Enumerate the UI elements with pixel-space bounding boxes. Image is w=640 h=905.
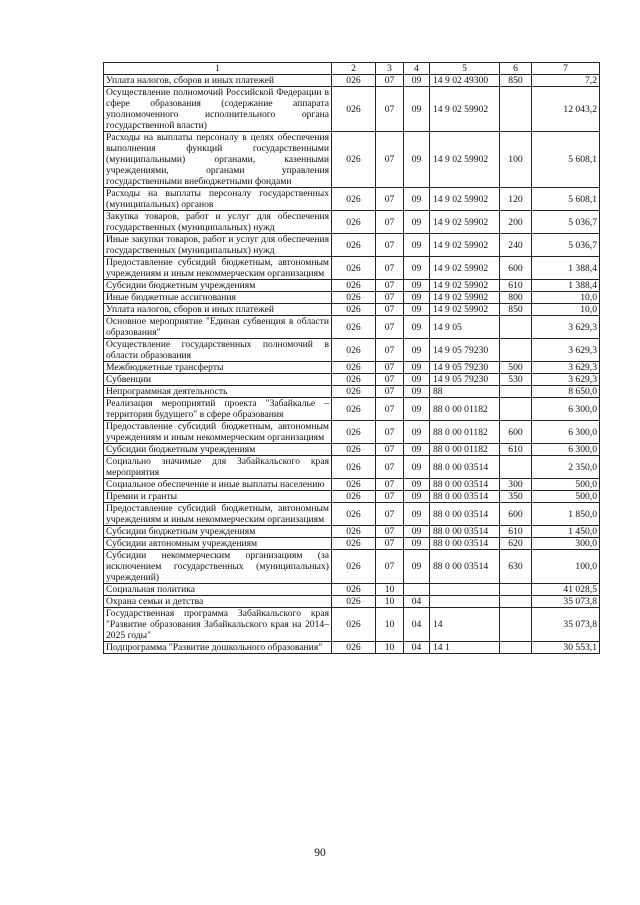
table-row [104,188,600,211]
expense-name-cell: Социально значимые для Забайкальского края мероприятия [104,456,332,479]
subsection-code-cell: 09 [404,87,430,132]
budget-table [103,62,600,654]
department-code-cell: 026 [332,421,376,444]
expense-name-cell: Закупка товаров, работ и услуг для обеспечения государственных (муниципальных) нужд [104,211,332,234]
amount-cell: 500,0 [532,479,600,491]
table-row [104,316,600,339]
subsection-code-cell: 09 [404,398,430,421]
target-article-cell [430,584,500,596]
department-code-cell: 026 [332,234,376,257]
amount-cell: 3 629,3 [532,374,600,386]
amount-cell: 5 608,1 [532,188,600,211]
target-article-cell [430,596,500,608]
department-code-cell: 026 [332,456,376,479]
table-row [104,398,600,421]
target-article-cell: 14 9 02 59902 [430,292,500,304]
section-code-cell: 10 [376,642,404,654]
target-article-cell: 88 0 00 03514 [430,538,500,550]
target-article-cell: 14 9 05 [430,316,500,339]
subsection-code-cell: 09 [404,280,430,292]
column-header: 7 [532,63,600,75]
subsection-code-cell: 04 [404,642,430,654]
expense-type-cell [500,608,532,642]
target-article-cell: 88 [430,386,500,398]
department-code-cell: 026 [332,339,376,362]
subsection-code-cell: 09 [404,456,430,479]
section-code-cell: 07 [376,503,404,526]
department-code-cell: 026 [332,503,376,526]
subsection-code-cell: 09 [404,211,430,234]
target-article-cell: 14 9 02 59902 [430,87,500,132]
expense-name-cell: Непрограммная деятельность [104,386,332,398]
amount-cell: 500,0 [532,491,600,503]
section-code-cell: 07 [376,526,404,538]
expense-type-cell: 600 [500,257,532,280]
table-row [104,538,600,550]
amount-cell: 6 300,0 [532,421,600,444]
subsection-code-cell: 09 [404,374,430,386]
target-article-cell: 88 0 00 03514 [430,479,500,491]
section-code-cell: 07 [376,398,404,421]
amount-cell: 12 043,2 [532,87,600,132]
expense-name-cell: Социальная политика [104,584,332,596]
expense-type-cell [500,339,532,362]
expense-type-cell: 500 [500,362,532,374]
expense-type-cell: 120 [500,188,532,211]
department-code-cell: 026 [332,188,376,211]
section-code-cell: 07 [376,374,404,386]
target-article-cell: 14 9 02 59902 [430,234,500,257]
subsection-code-cell: 09 [404,75,430,87]
expense-type-cell [500,386,532,398]
section-code-cell: 07 [376,188,404,211]
expense-name-cell: Субсидии автономным учреждениям [104,538,332,550]
amount-cell: 35 073,8 [532,596,600,608]
subsection-code-cell: 09 [404,234,430,257]
subsection-code-cell: 09 [404,188,430,211]
expense-name-cell: Расходы на выплаты персоналу государственных (муниципальных) органов [104,188,332,211]
expense-type-cell: 600 [500,503,532,526]
target-article-cell: 14 9 05 79230 [430,362,500,374]
expense-type-cell [500,87,532,132]
expense-name-cell: Субсидии бюджетным учреждениям [104,526,332,538]
expense-name-cell: Социальное обеспечение и иные выплаты населению [104,479,332,491]
expense-type-cell: 850 [500,75,532,87]
expense-name-cell: Субсидии бюджетным учреждениям [104,280,332,292]
table-row [104,280,600,292]
amount-cell: 100,0 [532,550,600,584]
page-number: 90 [314,847,326,859]
department-code-cell: 026 [332,596,376,608]
expense-type-cell: 610 [500,526,532,538]
amount-cell: 300,0 [532,538,600,550]
column-header: 4 [404,63,430,75]
amount-cell: 41 028,5 [532,584,600,596]
expense-type-cell [500,398,532,421]
table-row [104,584,600,596]
target-article-cell: 14 1 [430,642,500,654]
section-code-cell: 07 [376,444,404,456]
table-row [104,491,600,503]
table-row [104,234,600,257]
expense-type-cell: 100 [500,132,532,188]
expense-name-cell: Иные закупки товаров, работ и услуг для обеспечения государственных (муниципальных) нужд [104,234,332,257]
column-header: 2 [332,63,376,75]
expense-type-cell [500,316,532,339]
target-article-cell: 88 0 00 01182 [430,444,500,456]
target-article-cell: 88 0 00 03514 [430,456,500,479]
table-row [104,421,600,444]
target-article-cell: 14 9 02 59902 [430,304,500,316]
section-code-cell: 07 [376,339,404,362]
target-article-cell: 14 9 02 59902 [430,188,500,211]
subsection-code-cell: 09 [404,538,430,550]
subsection-code-cell: 09 [404,479,430,491]
expense-name-cell: Предоставление субсидий бюджетным, автономным учреждениям и иным некоммерческим организациям [104,257,332,280]
expense-type-cell: 850 [500,304,532,316]
table-row [104,642,600,654]
expense-type-cell: 620 [500,538,532,550]
section-code-cell: 07 [376,87,404,132]
section-code-cell: 07 [376,304,404,316]
amount-cell: 35 073,8 [532,608,600,642]
expense-name-cell: Уплата налогов, сборов и иных платежей [104,304,332,316]
department-code-cell: 026 [332,292,376,304]
section-code-cell: 10 [376,608,404,642]
section-code-cell: 07 [376,292,404,304]
expense-type-cell: 350 [500,491,532,503]
target-article-cell: 14 9 05 79230 [430,374,500,386]
department-code-cell: 026 [332,386,376,398]
subsection-code-cell [404,584,430,596]
expense-name-cell: Субсидии бюджетным учреждениям [104,444,332,456]
table-row [104,608,600,642]
expense-name-cell: Премии и гранты [104,491,332,503]
table-row [104,362,600,374]
department-code-cell: 026 [332,479,376,491]
budget-table-container [103,62,599,654]
section-code-cell: 10 [376,596,404,608]
amount-cell: 10,0 [532,304,600,316]
section-code-cell: 07 [376,234,404,257]
subsection-code-cell: 04 [404,608,430,642]
table-row [104,257,600,280]
expense-name-cell: Иные бюджетные ассигнования [104,292,332,304]
subsection-code-cell: 09 [404,316,430,339]
amount-cell: 5 608,1 [532,132,600,188]
department-code-cell: 026 [332,257,376,280]
subsection-code-cell: 09 [404,386,430,398]
expense-name-cell: Реализация мероприятий проекта "Забайкалье – территория будущего" в сфере образования [104,398,332,421]
section-code-cell: 07 [376,280,404,292]
target-article-cell: 88 0 00 01182 [430,398,500,421]
department-code-cell: 026 [332,316,376,339]
subsection-code-cell: 09 [404,339,430,362]
amount-cell: 7,2 [532,75,600,87]
header-row [104,63,600,75]
target-article-cell: 14 9 02 59902 [430,280,500,292]
section-code-cell: 07 [376,75,404,87]
amount-cell: 5 036,7 [532,211,600,234]
department-code-cell: 026 [332,374,376,386]
subsection-code-cell: 09 [404,257,430,280]
department-code-cell: 026 [332,491,376,503]
amount-cell: 10,0 [532,292,600,304]
subsection-code-cell: 09 [404,304,430,316]
department-code-cell: 026 [332,304,376,316]
expense-name-cell: Межбюджетные трансферты [104,362,332,374]
department-code-cell: 026 [332,211,376,234]
department-code-cell: 026 [332,132,376,188]
expense-type-cell: 530 [500,374,532,386]
table-row [104,87,600,132]
expense-type-cell: 610 [500,280,532,292]
section-code-cell: 07 [376,456,404,479]
column-header: 6 [500,63,532,75]
expense-name-cell: Субвенции [104,374,332,386]
department-code-cell: 026 [332,87,376,132]
section-code-cell: 07 [376,479,404,491]
expense-name-cell: Предоставление субсидий бюджетным, автономным учреждениям и иным некоммерческим организациям [104,421,332,444]
target-article-cell: 14 9 05 79230 [430,339,500,362]
department-code-cell: 026 [332,642,376,654]
table-row [104,374,600,386]
target-article-cell: 14 9 02 49300 [430,75,500,87]
table-row [104,503,600,526]
expense-type-cell: 200 [500,211,532,234]
subsection-code-cell: 09 [404,491,430,503]
column-header: 1 [104,63,332,75]
table-row [104,444,600,456]
expense-name-cell: Подпрограмма "Развитие дошкольного образования" [104,642,332,654]
department-code-cell: 026 [332,75,376,87]
section-code-cell: 07 [376,316,404,339]
department-code-cell: 026 [332,398,376,421]
section-code-cell: 07 [376,257,404,280]
target-article-cell: 88 0 00 01182 [430,421,500,444]
expense-name-cell: Основное мероприятие "Единая субвенция в области образования" [104,316,332,339]
subsection-code-cell: 09 [404,132,430,188]
expense-name-cell: Уплата налогов, сборов и иных платежей [104,75,332,87]
table-row [104,479,600,491]
expense-type-cell [500,642,532,654]
target-article-cell: 14 [430,608,500,642]
column-header: 5 [430,63,500,75]
section-code-cell: 07 [376,211,404,234]
department-code-cell: 026 [332,584,376,596]
table-row [104,596,600,608]
amount-cell: 30 553,1 [532,642,600,654]
table-row [104,304,600,316]
table-row [104,132,600,188]
expense-type-cell: 610 [500,444,532,456]
section-code-cell: 07 [376,538,404,550]
section-code-cell: 07 [376,550,404,584]
department-code-cell: 026 [332,550,376,584]
subsection-code-cell: 04 [404,596,430,608]
amount-cell: 1 850,0 [532,503,600,526]
table-row [104,526,600,538]
expense-name-cell: Государственная программа Забайкальского края "Развитие образования Забайкальского края на 2014–2025 годы" [104,608,332,642]
expense-type-cell [500,596,532,608]
expense-type-cell: 600 [500,421,532,444]
expense-name-cell: Расходы на выплаты персоналу в целях обеспечения выполнения функций государственными (муниципальными) органами, казенными учреждениями, органами управления государственными внебюджетными фондами [104,132,332,188]
target-article-cell: 14 9 02 59902 [430,211,500,234]
target-article-cell: 14 9 02 59902 [430,257,500,280]
expense-type-cell: 240 [500,234,532,257]
department-code-cell: 026 [332,444,376,456]
subsection-code-cell: 09 [404,503,430,526]
amount-cell: 1 388,4 [532,280,600,292]
expense-name-cell: Субсидии некоммерческим организациям (за исключением государственных (муниципальных) учреждений) [104,550,332,584]
table-row [104,75,600,87]
amount-cell: 6 300,0 [532,444,600,456]
subsection-code-cell: 09 [404,421,430,444]
expense-name-cell: Осуществление государственных полномочий в области образования [104,339,332,362]
expense-type-cell: 800 [500,292,532,304]
table-row [104,550,600,584]
amount-cell: 8 650,0 [532,386,600,398]
amount-cell: 2 350,0 [532,456,600,479]
subsection-code-cell: 09 [404,362,430,374]
target-article-cell: 88 0 00 03514 [430,503,500,526]
section-code-cell: 07 [376,421,404,444]
amount-cell: 3 629,3 [532,362,600,374]
section-code-cell: 10 [376,584,404,596]
expense-name-cell: Осуществление полномочий Российской Федерации в сфере образования (содержание аппарата уполномоченного исполнительного органа государственной власти) [104,87,332,132]
amount-cell: 6 300,0 [532,398,600,421]
department-code-cell: 026 [332,526,376,538]
table-row [104,339,600,362]
amount-cell: 3 629,3 [532,339,600,362]
target-article-cell: 88 0 00 03514 [430,526,500,538]
target-article-cell: 14 9 02 59902 [430,132,500,188]
amount-cell: 5 036,7 [532,234,600,257]
section-code-cell: 07 [376,132,404,188]
section-code-cell: 07 [376,362,404,374]
subsection-code-cell: 09 [404,550,430,584]
subsection-code-cell: 09 [404,444,430,456]
department-code-cell: 026 [332,362,376,374]
expense-type-cell: 300 [500,479,532,491]
table-row [104,386,600,398]
table-row [104,211,600,234]
expense-name-cell: Предоставление субсидий бюджетным, автономным учреждениям и иным некоммерческим организациям [104,503,332,526]
target-article-cell: 88 0 00 03514 [430,550,500,584]
table-row [104,456,600,479]
amount-cell: 3 629,3 [532,316,600,339]
subsection-code-cell: 09 [404,292,430,304]
department-code-cell: 026 [332,608,376,642]
expense-type-cell [500,456,532,479]
department-code-cell: 026 [332,538,376,550]
amount-cell: 1 450,0 [532,526,600,538]
section-code-cell: 07 [376,386,404,398]
table-row [104,292,600,304]
expense-type-cell: 630 [500,550,532,584]
target-article-cell: 88 0 00 03514 [430,491,500,503]
table-body [104,75,600,654]
amount-cell: 1 388,4 [532,257,600,280]
department-code-cell: 026 [332,280,376,292]
column-header: 3 [376,63,404,75]
expense-type-cell [500,584,532,596]
expense-name-cell: Охрана семьи и детства [104,596,332,608]
section-code-cell: 07 [376,491,404,503]
subsection-code-cell: 09 [404,526,430,538]
